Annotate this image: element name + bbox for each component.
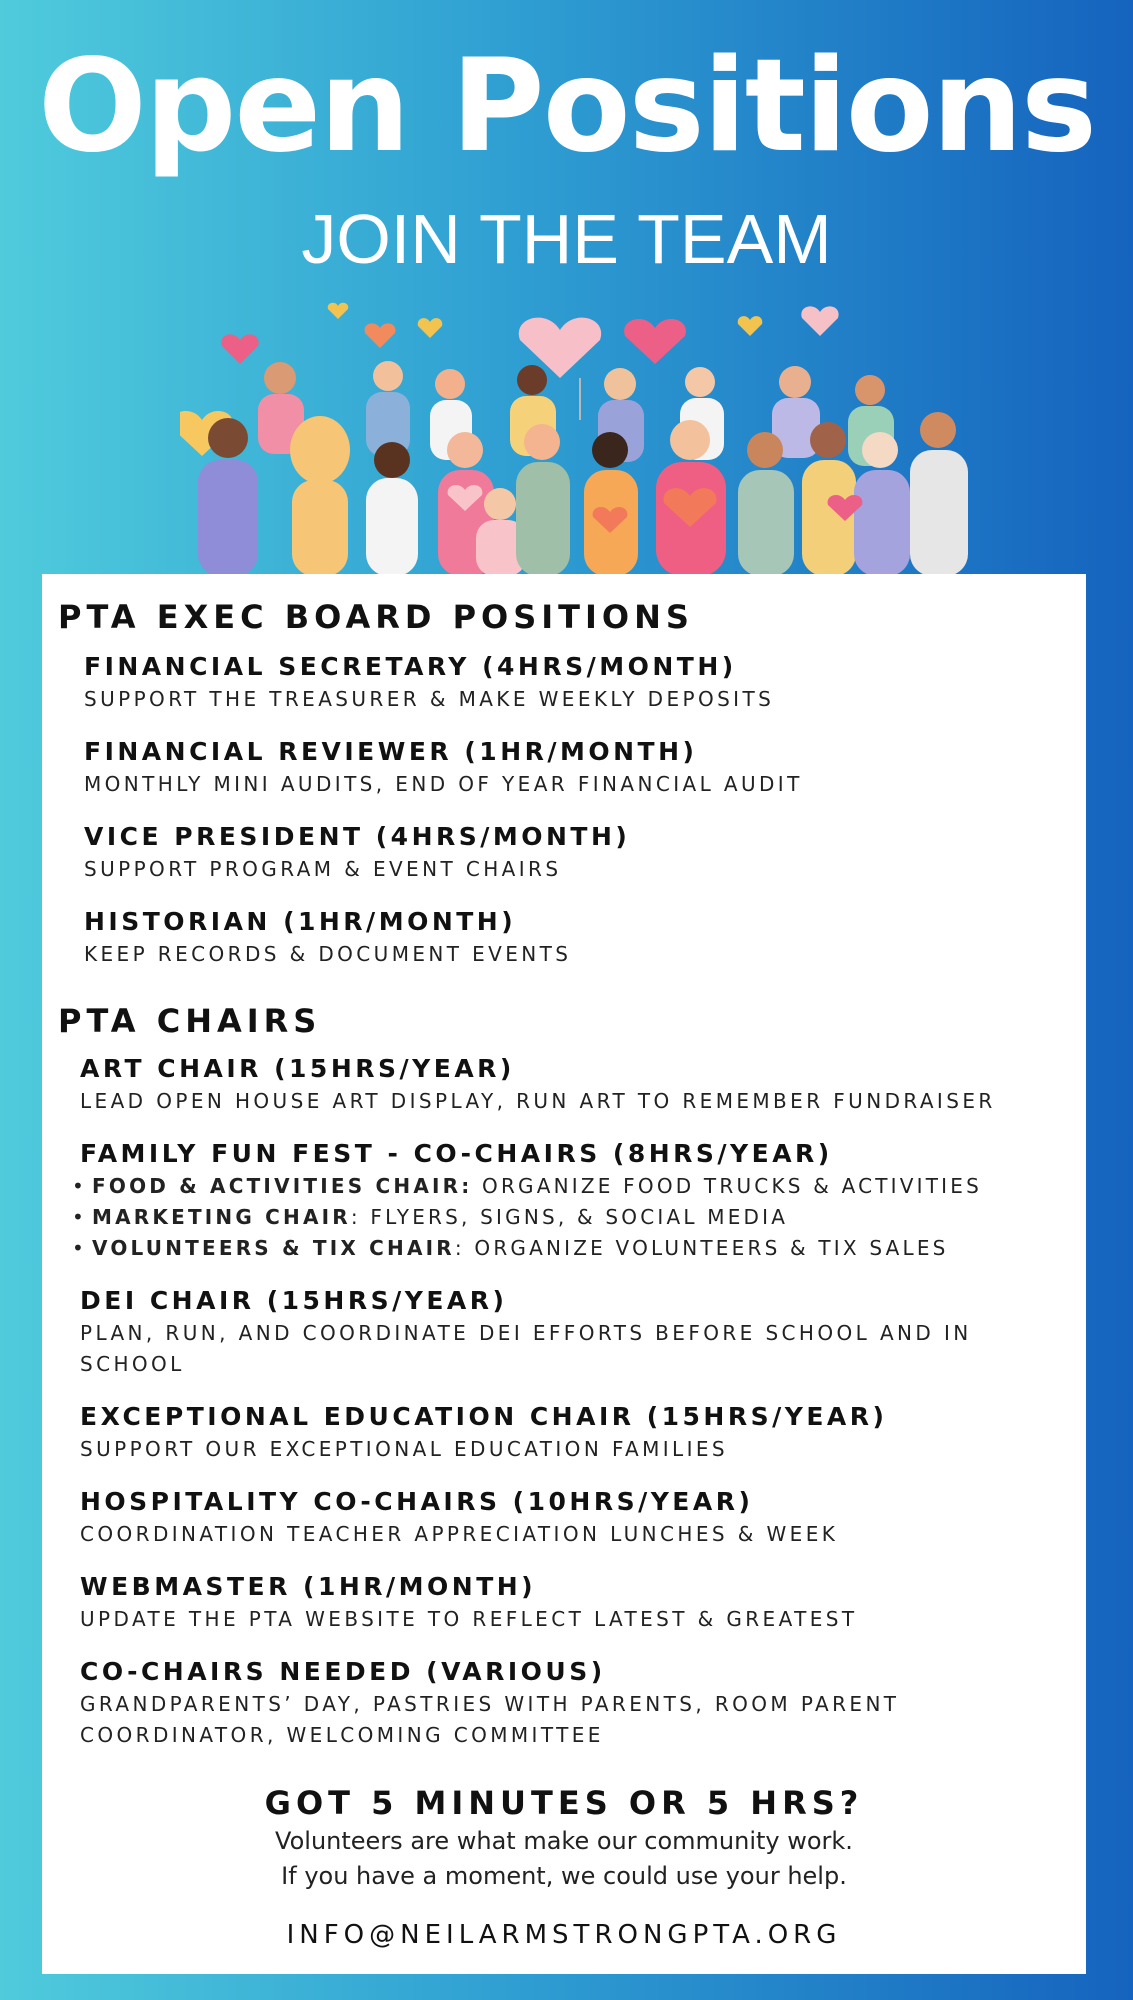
position-title: HISTORIAN (1HR/MONTH) [84,907,517,936]
position-desc: LEAD OPEN HOUSE ART DISPLAY, RUN ART TO REMEMBER FUNDRAISER [80,1089,996,1113]
volunteer-note: If you have a moment, we could use your help. [281,1862,847,1890]
page-subtitle: JOIN THE TEAM [301,200,832,278]
position-title: FINANCIAL REVIEWER (1HR/MONTH) [84,737,698,766]
position-title: DEI CHAIR (15HRS/YEAR) [80,1286,508,1315]
positions-card [42,574,1086,1974]
position-desc: PLAN, RUN, AND COORDINATE DEI EFFORTS BEFORE SCHOOL AND IN [80,1321,972,1345]
position-desc: COORDINATOR, WELCOMING COMMITTEE [80,1723,604,1747]
contact-email[interactable]: INFO@NEILARMSTRONGPTA.ORG [286,1920,842,1950]
position-title: WEBMASTER (1HR/MONTH) [80,1572,537,1601]
exec-heading: PTA EXEC BOARD POSITIONS [58,598,694,636]
position-desc: MONTHLY MINI AUDITS, END OF YEAR FINANCIAL AUDIT [84,772,803,796]
position-desc: SUPPORT THE TREASURER & MAKE WEEKLY DEPOSITS [84,687,775,711]
bullet-item: • MARKETING CHAIR: FLYERS, SIGNS, & SOCIAL MEDIA [72,1205,789,1229]
position-desc: COORDINATION TEACHER APPRECIATION LUNCHES & WEEK [80,1522,839,1546]
bullet-item: • VOLUNTEERS & TIX CHAIR: ORGANIZE VOLUNTEERS & TIX SALES [72,1236,949,1260]
chairs-heading: PTA CHAIRS [58,1002,322,1040]
position-desc: UPDATE THE PTA WEBSITE TO REFLECT LATEST & GREATEST [80,1607,858,1631]
position-title: FAMILY FUN FEST - CO-CHAIRS (8HRS/YEAR) [80,1139,833,1168]
cta-heading: GOT 5 MINUTES OR 5 HRS? [264,1784,864,1822]
position-title: HOSPITALITY CO-CHAIRS (10HRS/YEAR) [80,1487,754,1516]
position-title: ART CHAIR (15HRS/YEAR) [80,1054,515,1083]
crowd-illustration [180,300,1000,576]
page-title: Open Positions [37,32,1096,181]
position-title: EXCEPTIONAL EDUCATION CHAIR (15HRS/YEAR) [80,1402,888,1431]
position-desc: KEEP RECORDS & DOCUMENT EVENTS [84,942,572,966]
position-desc: SUPPORT OUR EXCEPTIONAL EDUCATION FAMILIES [80,1437,729,1461]
position-desc: GRANDPARENTS’ DAY, PASTRIES WITH PARENTS, ROOM PARENT [80,1692,900,1716]
volunteer-note: Volunteers are what make our community work. [275,1827,853,1855]
position-title: FINANCIAL SECRETARY (4HRS/MONTH) [84,652,737,681]
position-desc: SCHOOL [80,1352,185,1376]
position-title: VICE PRESIDENT (4HRS/MONTH) [84,822,631,851]
bullet-item: • FOOD & ACTIVITIES CHAIR: ORGANIZE FOOD TRUCKS & ACTIVITIES [72,1174,983,1198]
position-desc: SUPPORT PROGRAM & EVENT CHAIRS [84,857,562,881]
position-title: CO-CHAIRS NEEDED (VARIOUS) [80,1657,606,1686]
